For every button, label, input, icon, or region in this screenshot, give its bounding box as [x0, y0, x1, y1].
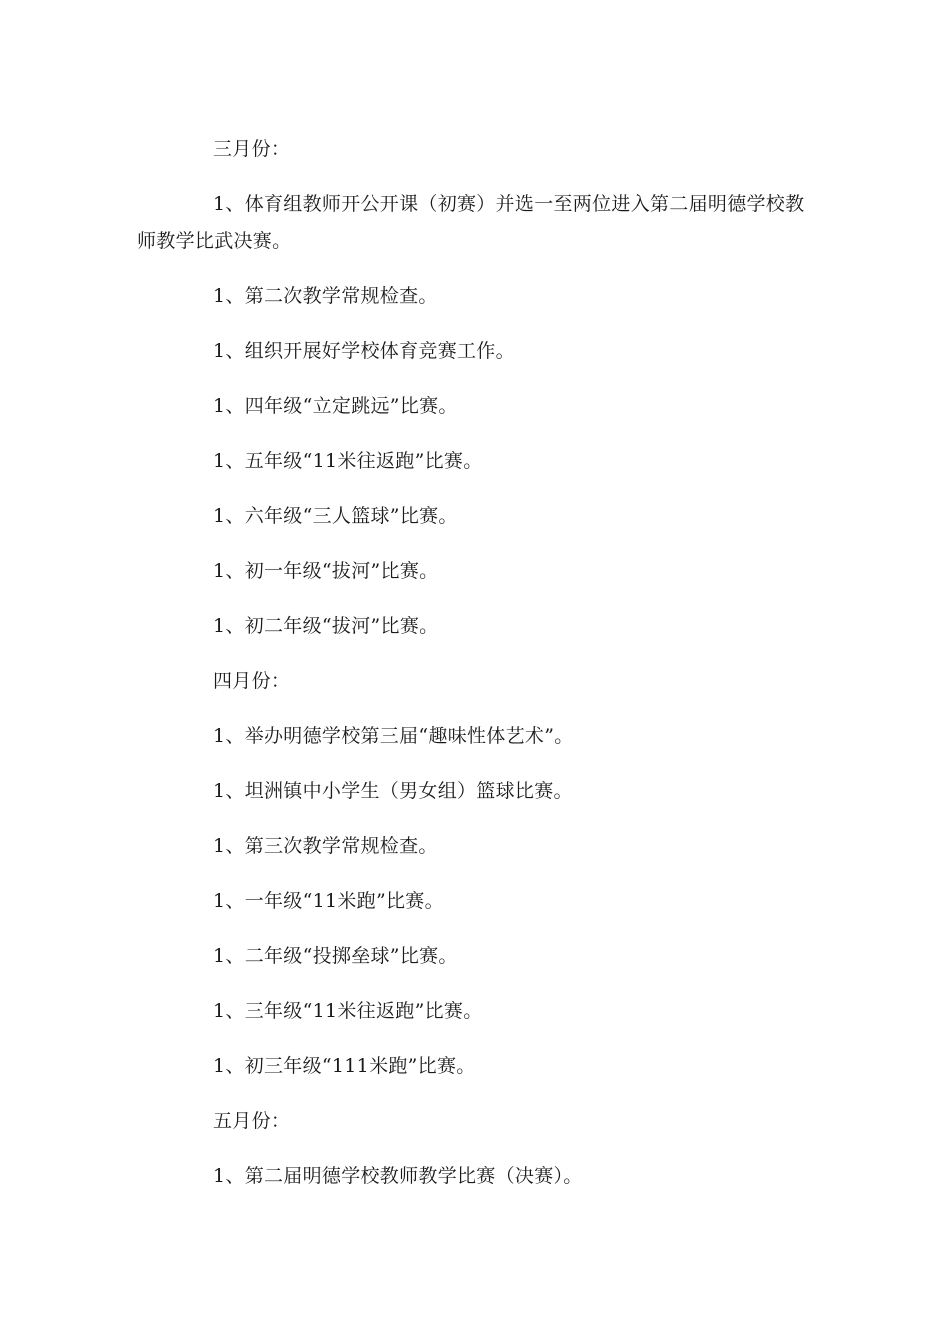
heading-may: 五月份：: [213, 1110, 291, 1132]
paragraph-item: 1、第二届明德学校教师教学比赛（决赛）。: [213, 1165, 583, 1187]
heading-march: 三月份：: [213, 138, 291, 160]
paragraph-item: 1、初二年级“拔河”比赛。: [213, 615, 439, 637]
paragraph-item: 1、一年级“11米跑”比赛。: [213, 890, 444, 912]
paragraph-item: 1、四年级“立定跳远”比赛。: [213, 395, 458, 417]
paragraph-item: 1、体育组教师开公开课（初赛）并选一至两位进入第二届明德学校教师教学比武决赛。: [137, 193, 805, 252]
heading-april: 四月份：: [213, 670, 291, 692]
paragraph-item: 1、五年级“11米往返跑”比赛。: [213, 450, 483, 472]
paragraph-item: 1、初三年级“111米跑”比赛。: [213, 1055, 476, 1077]
paragraph-item: 1、举办明德学校第三届“趣味性体艺术”。: [213, 725, 574, 747]
paragraph-item: 1、三年级“11米往返跑”比赛。: [213, 1000, 483, 1022]
paragraph-item: 1、二年级“投掷垒球”比赛。: [213, 945, 458, 967]
paragraph-item: 1、坦洲镇中小学生（男女组）篮球比赛。: [213, 780, 573, 802]
paragraph-item: 1、组织开展好学校体育竞赛工作。: [213, 340, 515, 362]
paragraph-item: 1、六年级“三人篮球”比赛。: [213, 505, 458, 527]
paragraph-item: 1、初一年级“拔河”比赛。: [213, 560, 439, 582]
paragraph-item: 1、第三次教学常规检查。: [213, 835, 438, 857]
paragraph-item: 1、第二次教学常规检查。: [213, 285, 438, 307]
